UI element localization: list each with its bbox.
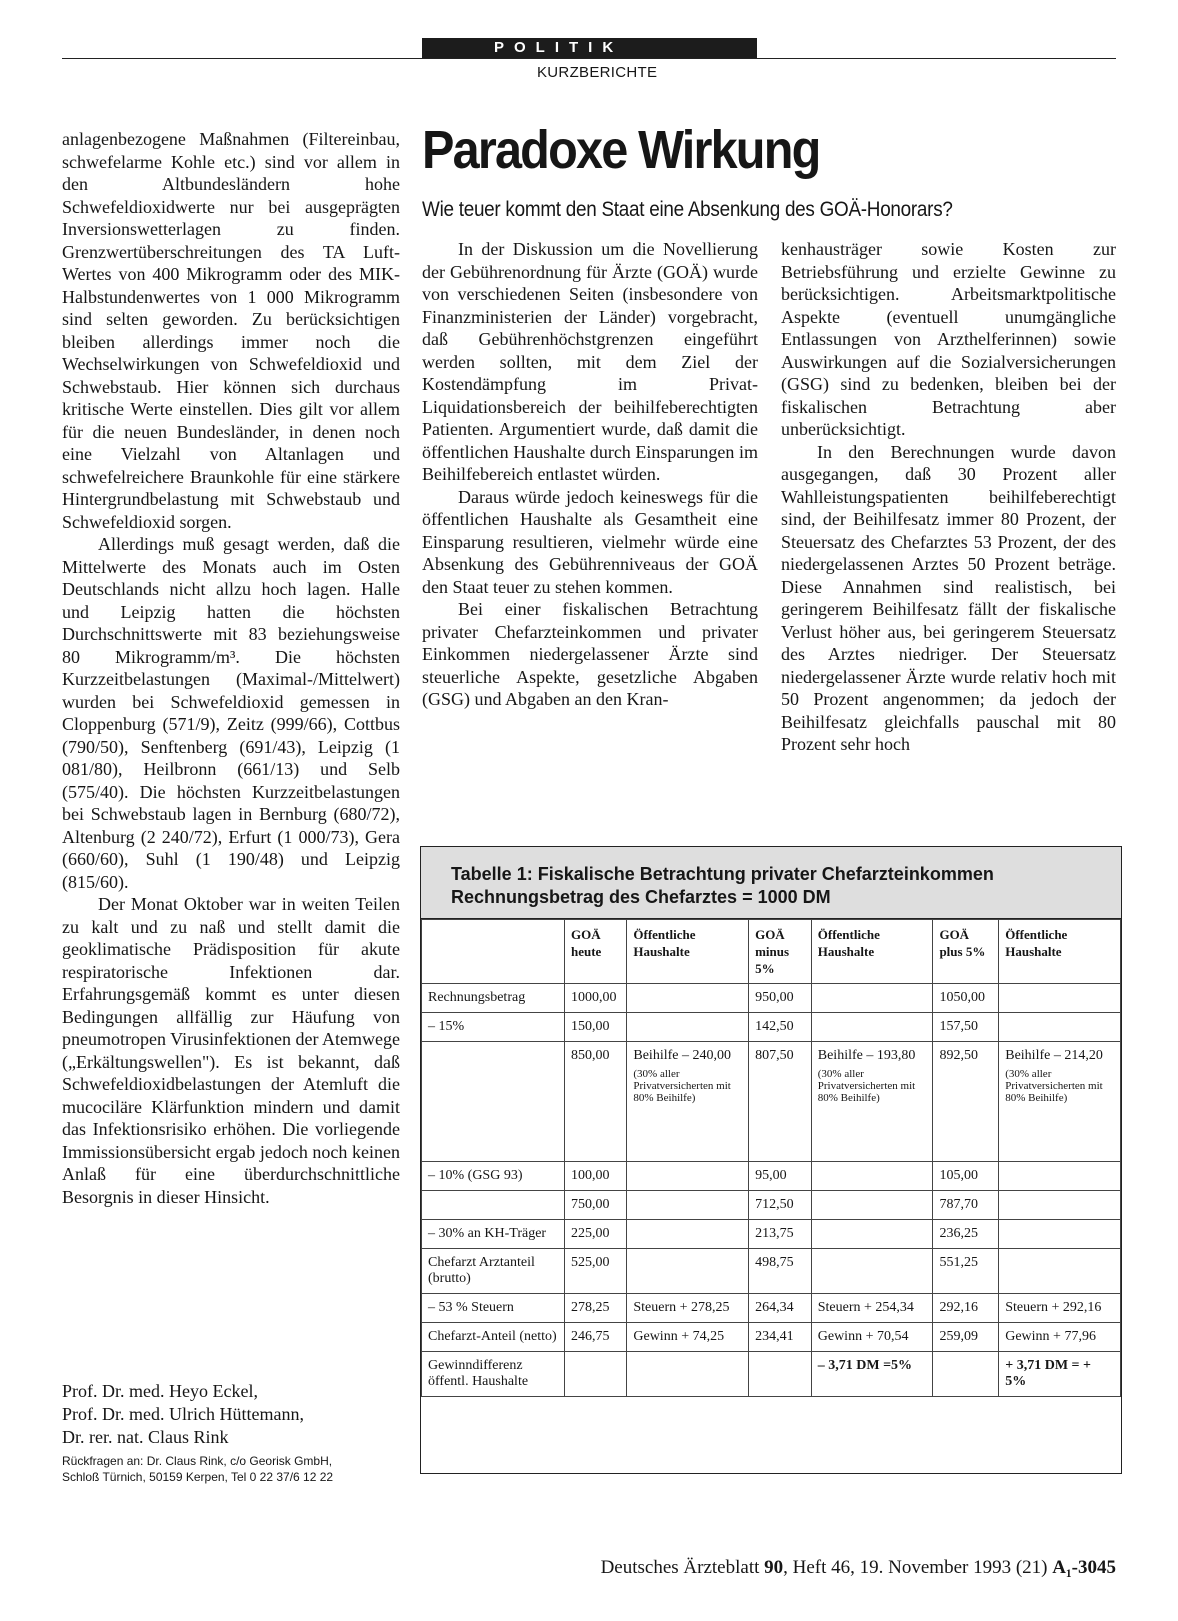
table-cell: 525,00 (565, 1249, 627, 1294)
paragraph: In den Berechnungen wurde davon ausgegangen, daß 30 Prozent aller Wahlleistungspatienten beihilfeberechtigt sind, der Beihilfesatz immer 80 Prozent, der Steuersatz des Chefarztes 53 Prozent, der des niedergelassenen Arztes 50 Prozent beträge. Diese Annahmen sind realistisch, bei geringerem Beihilfesatz fällt der fiskalische Verlust höher aus, bei geringerem Steuersatz des Arztes niedriger. Der Steuersatz niedergelassener Ärzte wurde relativ hoch mit 50 Prozent angenommen; da jedoch der Beihilfesatz gleichfalls pauschal mit 80 Prozent sehr hoch (781, 441, 1116, 754)
table-row (422, 1220, 1121, 1249)
row-label: – 10% (GSG 93) (422, 1162, 565, 1191)
table-cell (933, 1352, 999, 1397)
paragraph: Allerdings muß gesagt werden, daß die Mittelwerte des Monats auch im Osten Deutschlands nicht allzu hoch lagen. Halle und Leipzig hatten die höchsten Durchschnittswerte mit 83 beziehungsweise 80 Mikrogramm/m³. Die höchsten Kurzzeitbelastungen (Maximal-/Mittelwert) wurden bei Schwefeldioxid gemessen in Cloppenburg (571/9), Zeitz (999/66), Cottbus (790/50), Senftenberg (691/43), Leipzig (1 081/80), Heilbronn (661/13) und Selb (575/40). Die höchsten Kurzzeitbelastungen bei Schwebstaub lagen in Bernburg (680/72), Altenburg (2 240/72), Erfurt (1 000/73), Gera (660/60), Suhl (1 190/48) und Leipzig (815/60). (62, 534, 400, 892)
table-cell (811, 1013, 933, 1042)
table-cell: + 3,71 DM = + 5% (999, 1352, 1121, 1397)
table-cell (999, 1191, 1121, 1220)
table-cell: 750,00 (565, 1191, 627, 1220)
header-cell: Öffentliche Haushalte (999, 920, 1121, 984)
header-cell (422, 920, 565, 984)
author: Dr. rer. nat. Claus Rink (62, 1427, 229, 1447)
table-cell (811, 984, 933, 1013)
cell-value: Beihilfe – 214,20 (1005, 1048, 1103, 1063)
table-header-row (422, 920, 1121, 984)
table-cell: 892,50 (933, 1042, 999, 1162)
table-cell: Steuern + 254,34 (811, 1294, 933, 1323)
article-subtitle: Wie teuer kommt den Staat eine Absenkung des GOÄ-Honorars? (422, 198, 953, 221)
table-cell: 712,50 (749, 1191, 812, 1220)
table-1 (420, 846, 1122, 1474)
header-cell: GOÄ heute (565, 920, 627, 984)
table-cell: Gewinn + 70,54 (811, 1323, 933, 1352)
column-middle (422, 238, 758, 711)
table-cell (627, 1013, 749, 1042)
journal-volume: 90 (764, 1557, 784, 1578)
row-label: Chefarzt-Anteil (netto) (422, 1323, 565, 1352)
table-cell (627, 1352, 749, 1397)
row-label (422, 1191, 565, 1220)
table-cell: 157,50 (933, 1013, 999, 1042)
table-cell (627, 1220, 749, 1249)
table-row (422, 1191, 1121, 1220)
cell-note: (30% aller Privatversicherten mit 80% Beihilfe) (1005, 1068, 1103, 1104)
table-cell (999, 1220, 1121, 1249)
table-row (422, 1162, 1121, 1191)
cell-value: Beihilfe – 193,80 (817, 1048, 916, 1063)
table-cell: 95,00 (749, 1162, 812, 1191)
table-row (422, 1294, 1121, 1323)
author: Prof. Dr. med. Heyo Eckel, (62, 1381, 258, 1401)
page-number: A₁-3045 (1052, 1557, 1116, 1578)
table-cell (811, 1249, 933, 1294)
table-row (422, 984, 1121, 1013)
cell-note: (30% aller Privatversicherten mit 80% Beihilfe) (633, 1068, 731, 1104)
row-label: – 30% an KH-Träger (422, 1220, 565, 1249)
table-title: Tabelle 1: Fiskalische Betrachtung privater Chefarzteinkommen (451, 864, 994, 884)
table-cell (811, 1220, 933, 1249)
table-cell: 264,34 (749, 1294, 812, 1323)
header-cell: GOÄ plus 5% (933, 920, 999, 984)
row-label: Chefarzt Arztanteil (brutto) (422, 1249, 565, 1294)
table-cell (627, 1042, 749, 1162)
paragraph: anlagenbezogene Maßnahmen (Filtereinbau, schwefelarme Kohle etc.) sind vor allem in den Altbundesländern hohe Schwefeldioxidwerte nur bei ausgeprägten Inversionswetterlagen zu finden. Grenzwertüberschreitungen des TA Luft-Wertes von 400 Mikrogramm oder des MIK-Halbstundenwertes von 1 000 Mikrogramm sind selten geworden. Zu berücksichtigen bleiben allerdings immer noch die Wechselwirkungen von Schwefeldioxid und Schwebstaub. Hier können sich durchaus kritische Werte einstellen. Dies gilt vor allem für die neuen Bundesländer, in denen noch eine Vielzahl von Altanlagen und schwefelreichere Braunkohle für eine stärkere Hintergrundbelastung mit Schwebstaub und Schwefeldioxid sorgen. (62, 129, 400, 532)
table-cell (999, 984, 1121, 1013)
table-cell (999, 1042, 1121, 1162)
table-cell: 950,00 (749, 984, 812, 1013)
table-cell: 246,75 (565, 1323, 627, 1352)
table-cell (565, 1352, 627, 1397)
header-cell: GOÄ minus 5% (749, 920, 812, 984)
row-label: Gewinndifferenz öffentl. Haushalte (422, 1352, 565, 1397)
paragraph: Daraus würde jedoch keineswegs für die öffentlichen Haushalte als Gesamtheit eine Einsparung resultieren, vielmehr würde eine Absenkung des Gebührenniveaus der GOÄ den Staat teuer zu stehen kommen. (422, 486, 758, 597)
table-cell: 787,70 (933, 1191, 999, 1220)
row-label: – 15% (422, 1013, 565, 1042)
article-title: Paradoxe Wirkung (422, 120, 820, 180)
table-cell (811, 1191, 933, 1220)
table-cell (999, 1249, 1121, 1294)
table-row (422, 1249, 1121, 1294)
table-cell (627, 984, 749, 1013)
column-right (781, 238, 1116, 756)
table-cell (811, 1042, 933, 1162)
contact-info (62, 1453, 333, 1485)
journal-name: Deutsches Ärzteblatt (600, 1557, 760, 1578)
table-cell: 234,41 (749, 1323, 812, 1352)
table-cell: Steuern + 292,16 (999, 1294, 1121, 1323)
row-label (422, 1042, 565, 1162)
contact-line: Rückfragen an: Dr. Claus Rink, c/o Georisk GmbH, (62, 1454, 333, 1468)
table-subtitle: Rechnungsbetrag des Chefarztes = 1000 DM (451, 887, 831, 907)
paragraph: kenhausträger sowie Kosten zur Betriebsführung und erzielte Gewinne zu berücksichtigen. Arbeitsmarktpolitische Aspekte (eventuell unumgängliche Entlassungen von Arzthelferinnen) sowie Auswirkungen auf die Sozialversicherungen (GSG) sind zu bedenken, bleiben bei der fiskalischen Betrachtung aber unberücksichtigt. (781, 239, 1116, 439)
header-cell: Öffentliche Haushalte (811, 920, 933, 984)
header-rule (62, 58, 1116, 59)
table-cell: 850,00 (565, 1042, 627, 1162)
table-cell: 292,16 (933, 1294, 999, 1323)
table-cell (999, 1162, 1121, 1191)
table-row (422, 1042, 1121, 1162)
author-list (62, 1380, 304, 1449)
column-left (62, 128, 400, 1208)
table-cell (627, 1249, 749, 1294)
table-cell (999, 1013, 1121, 1042)
table-cell: 1000,00 (565, 984, 627, 1013)
table-cell: Gewinn + 74,25 (627, 1323, 749, 1352)
table-cell (627, 1162, 749, 1191)
table-cell: 498,75 (749, 1249, 812, 1294)
table-cell: – 3,71 DM =5% (811, 1352, 933, 1397)
fiscal-table (421, 919, 1121, 1397)
contact-line: Schloß Türnich, 50159 Kerpen, Tel 0 22 37/6 12 22 (62, 1470, 334, 1484)
table-cell: 225,00 (565, 1220, 627, 1249)
table-cell (749, 1352, 812, 1397)
table-cell: 105,00 (933, 1162, 999, 1191)
author: Prof. Dr. med. Ulrich Hüttemann, (62, 1404, 304, 1424)
paragraph: Bei einer fiskalischen Betrachtung privater Chefarzteinkommen und privater Einkommen niedergelassener Ärzte sind steuerliche Aspekte, gesetzliche Abgaben (GSG) und Abgaben an den Kran- (422, 599, 758, 709)
cell-value: Beihilfe – 240,00 (633, 1048, 731, 1063)
table-row (422, 1352, 1121, 1397)
table-cell: 236,25 (933, 1220, 999, 1249)
paragraph: Der Monat Oktober war in weiten Teilen zu kalt und zu naß und stellt damit die geoklimatische Prädisposition für akute respiratorische Infektionen dar. Erfahrungsgemäß kommt es unter diesen Bedingungen allfällig zur Häufung von pneumotropen Virusinfektionen der Atemwege („Erkältungswellen"). Es ist bekannt, daß Schwefeldioxidbelastungen der Atemluft die mucociläre Klärfunktion mindern und damit das Infektionsrisiko erhöhen. Die vorliegende Immissionsübersicht ergab jedoch noch keinen Anlaß für eine überdurchschnittliche Besorgnis in dieser Hinsicht. (62, 894, 401, 1207)
table-cell: 807,50 (749, 1042, 812, 1162)
table-row (422, 1013, 1121, 1042)
paragraph: In der Diskussion um die Novellierung der Gebührenordnung für Ärzte (GOÄ) wurde von verschiedenen Seiten (insbesondere von Finanzministerien der Länder) vorgebracht, daß Gebührenhöchstgrenzen eingeführt werden sollten, mit dem Ziel der Kostendämpfung im Privat-Liquidationsbereich der beihilfeberechtigten Patienten. Argumentiert wurde, daß damit die öffentlichen Haushalte durch Einsparungen im Beihilfebereich entlastet würden. (422, 239, 758, 484)
row-label: – 53 % Steuern (422, 1294, 565, 1323)
table-cell: 142,50 (749, 1013, 812, 1042)
table-cell: 213,75 (749, 1220, 812, 1249)
header-cell: Öffentliche Haushalte (627, 920, 749, 984)
table-cell: 278,25 (565, 1294, 627, 1323)
table-caption (421, 847, 1121, 919)
cell-note: (30% aller Privatversicherten mit 80% Beihilfe) (817, 1068, 916, 1104)
row-label: Rechnungsbetrag (422, 984, 565, 1013)
table-cell: 1050,00 (933, 984, 999, 1013)
table-cell (811, 1162, 933, 1191)
table-cell (627, 1191, 749, 1220)
section-label: POLITIK (422, 38, 757, 58)
table-cell: Gewinn + 77,96 (999, 1323, 1121, 1352)
page-footer (601, 1557, 1116, 1579)
table-cell: 150,00 (565, 1013, 627, 1042)
table-cell: 259,09 (933, 1323, 999, 1352)
table-cell: 100,00 (565, 1162, 627, 1191)
table-cell: 551,25 (933, 1249, 999, 1294)
table-cell: Steuern + 278,25 (627, 1294, 749, 1323)
issue-info: , Heft 46, 19. November 1993 (21) (783, 1557, 1048, 1578)
subsection-label: KURZBERICHTE (537, 64, 658, 81)
table-row (422, 1323, 1121, 1352)
